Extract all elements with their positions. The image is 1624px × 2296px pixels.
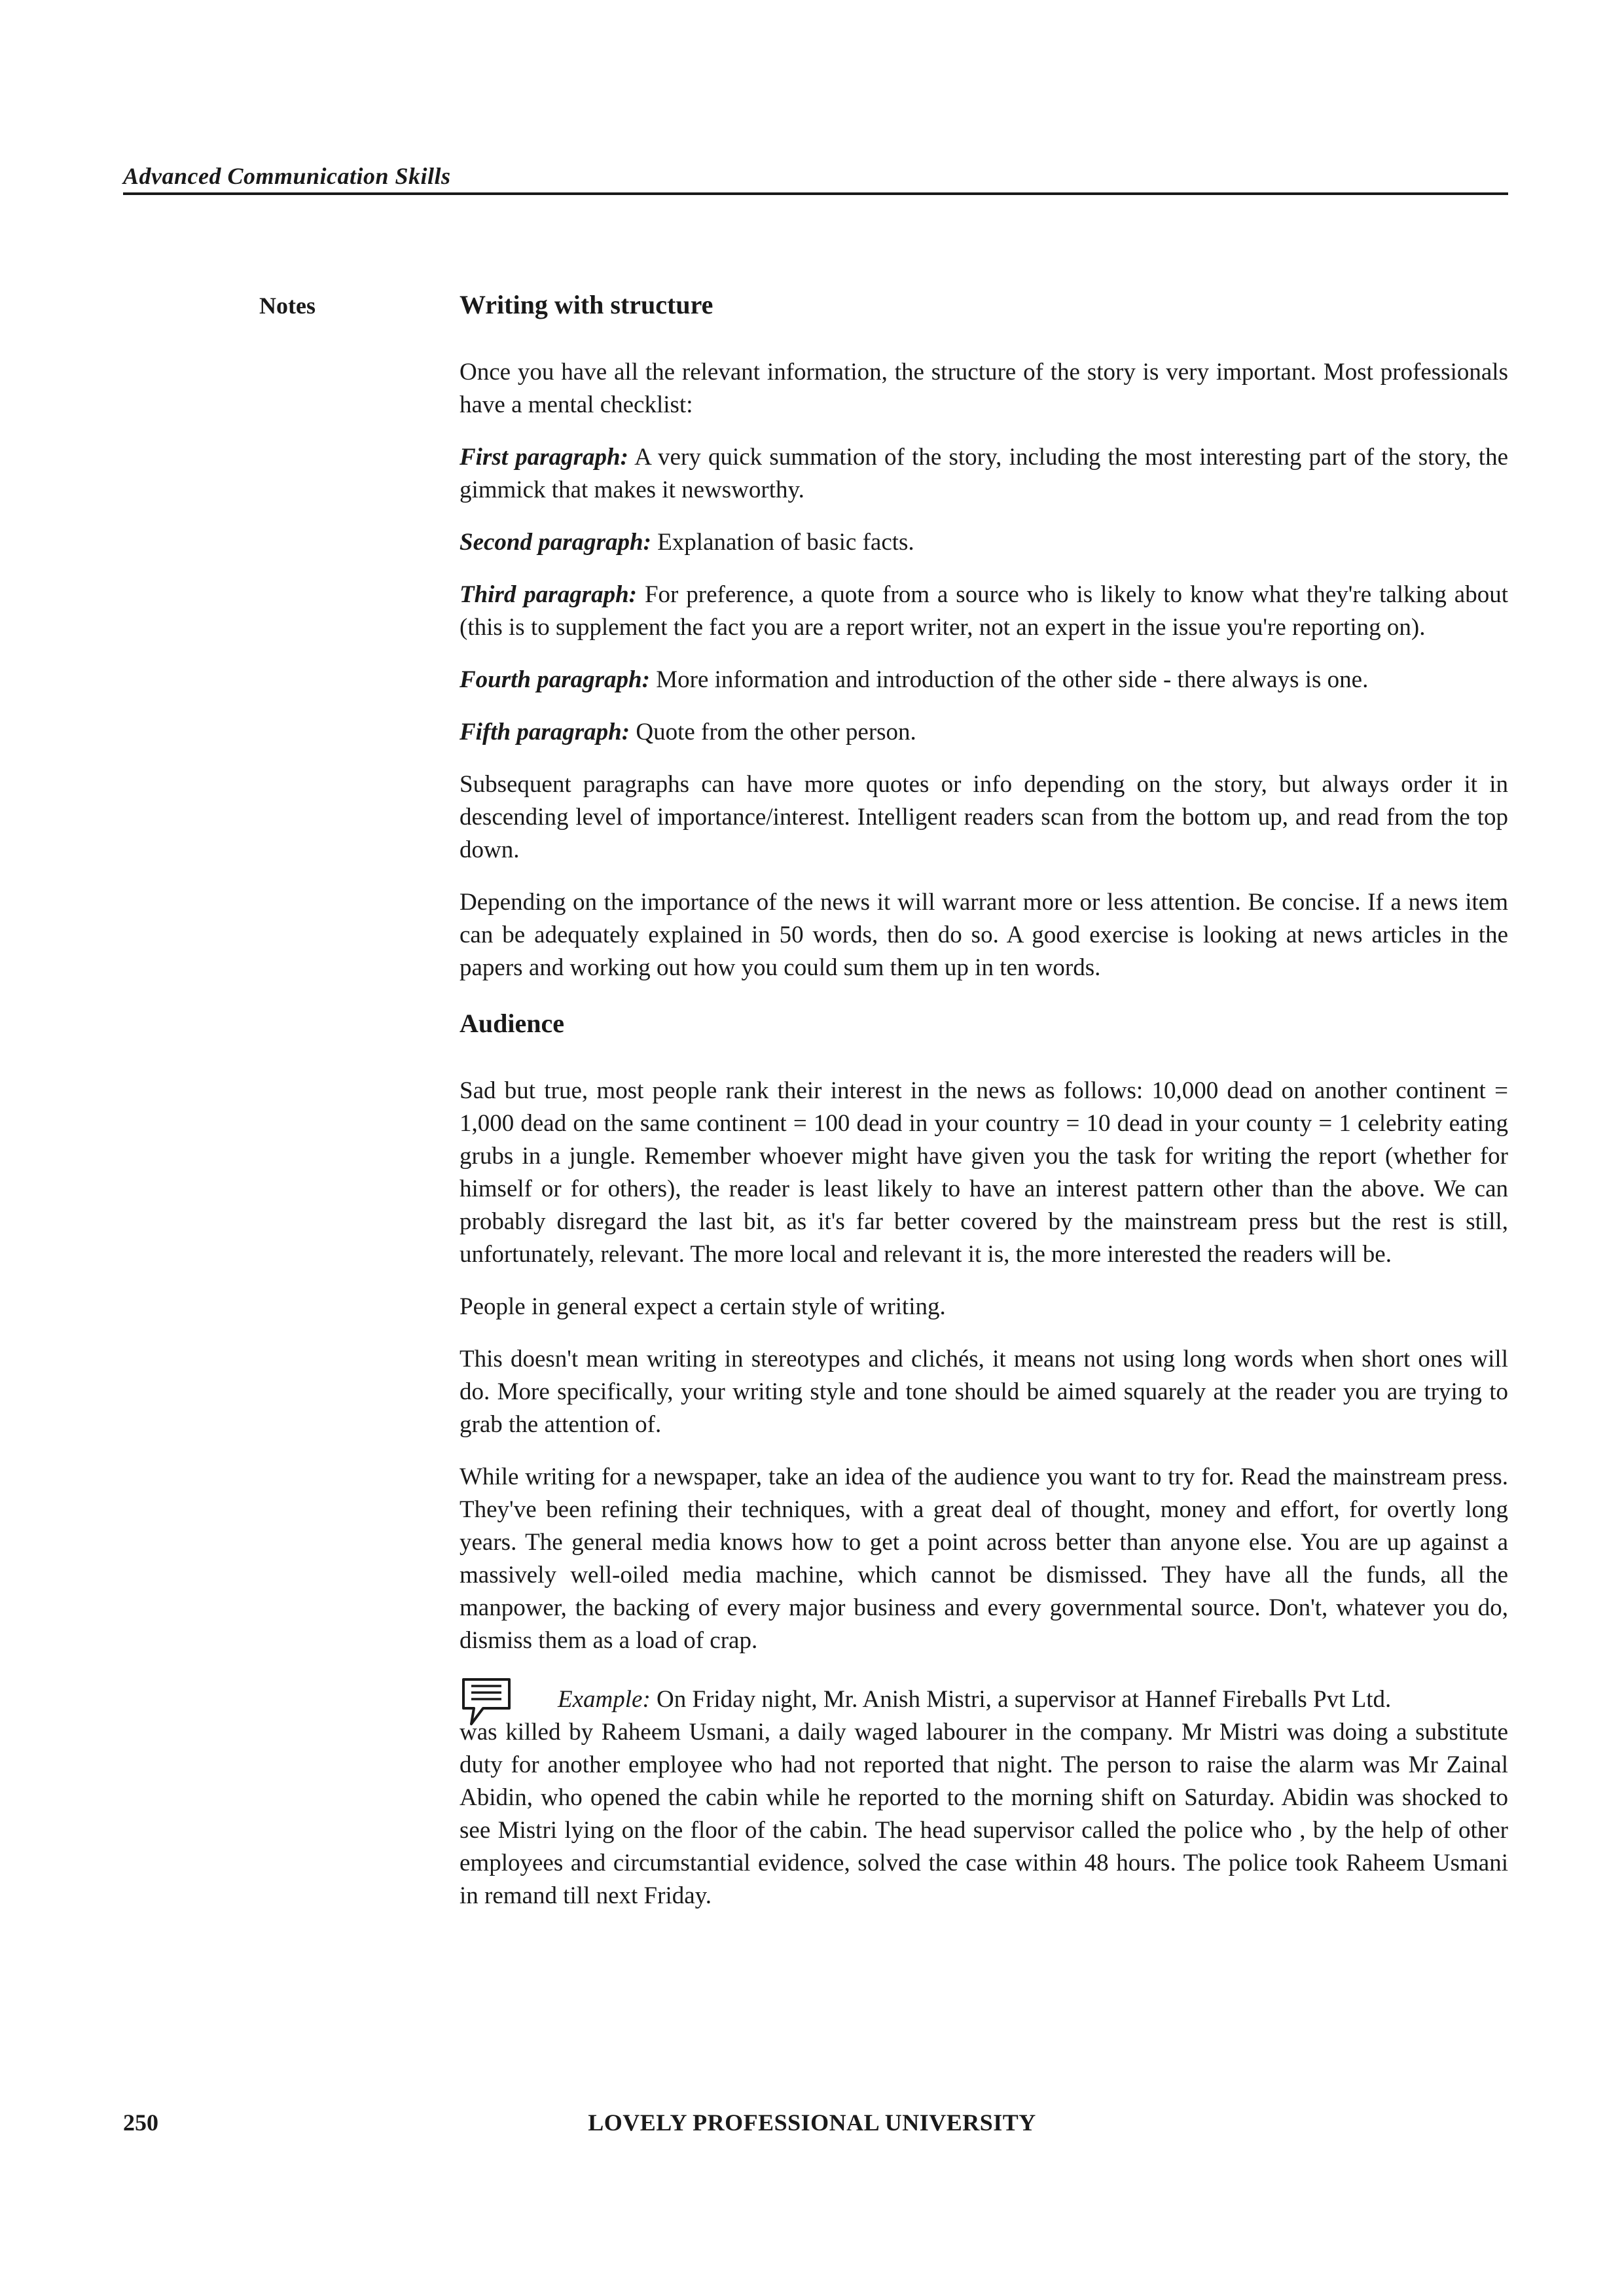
paragraph-text: Quote from the other person. [630,719,916,745]
paragraph-text: Explanation of basic facts. [651,529,914,556]
example-block [460,1683,1508,1912]
notes-icon [460,1676,513,1728]
first-paragraph-item [460,441,1508,507]
audience-paragraph-3: This doesn't mean writing in stereotypes and clichés, it means not using long words when short ones will do. More specifically, your writing style and tone should be aimed squarely at the reader you are trying to grab the attention of. [460,1346,1508,1438]
example-body: was killed by Raheem Usmani, a daily waged labourer in the company. Mr Mistri was doing a substitute duty for another employee who had not reported that night. The person to raise the alarm was Mr Zainal Abidin, who opened the cabin while he reported to the morning shift on Saturday. Abidin was shocked to see Mistri lying on the floor of the cabin. The head supervisor called the police who , by the help of other employees and circumstantial evidence, solved the case within 48 hours. The police took Raheem Usmani in remand till next Friday. [460,1719,1508,1909]
example-first-line-text: On Friday night, Mr. Anish Mistri, a supervisor at Hannef Fireballs Pvt Ltd. [650,1686,1392,1713]
paragraph-lead: Third paragraph: [460,581,637,608]
paragraph-lead: Fourth paragraph: [460,666,650,693]
audience-paragraph-4: While writing for a newspaper, take an idea of the audience you want to try for. Read the mainstream press. They've been refining their techniques, with a great deal of thought, money and effort, for overtly long years. The general media knows how to get a point across better than anyone else. You are up against a massively well-oiled media machine, which cannot be dismissed. They have all the funds, all the manpower, the backing of every major business and every governmental source. Don't, whatever you do, dismiss them as a load of crap. [460,1463,1508,1654]
main-content [460,288,1508,1912]
fifth-paragraph-item [460,716,1508,749]
section-heading-audience: Audience [460,1009,564,1038]
third-paragraph-item [460,579,1508,644]
audience-paragraph-2: People in general expect a certain style of writing. [460,1293,946,1320]
paragraph-lead: Fifth paragraph: [460,719,630,745]
section-heading-writing-with-structure: Writing with structure [460,290,713,319]
second-paragraph-item [460,526,1508,559]
footer-university: LOVELY PROFESSIONAL UNIVERSITY [588,2109,1036,2136]
paragraph-lead: Second paragraph: [460,529,651,556]
running-header-title: Advanced Communication Skills [123,163,451,189]
margin-notes-label: Notes [259,293,316,319]
example-first-line [460,1683,1508,1716]
depending-paragraph: Depending on the importance of the news it will warrant more or less attention. Be concise. If a news item can be adequately explained in 50 words, then do so. A good exercise is looking at news articles in the papers and working out how you could sum them up in ten words. [460,889,1508,981]
paragraph-lead: First paragraph: [460,444,628,471]
fourth-paragraph-item [460,664,1508,696]
paragraph-text: For preference, a quote from a source who is likely to know what they're talking about (this is to supplement the fact you are a report writer, not an expert in the issue you're reporting on). [460,581,1508,641]
intro-paragraph: Once you have all the relevant information, the structure of the story is very important. Most professionals have a mental checklist: [460,359,1508,418]
header-rule [123,192,1508,195]
audience-paragraph-1: Sad but true, most people rank their interest in the news as follows: 10,000 dead on another continent = 1,000 dead on the same continent = 100 dead in your country = 10 dead in your county = 1 celebrity eating grubs in a jungle. Remember whoever might have given you the task for writing the report (whether for himself or for others), the reader is least likely to have an interest pattern other than the above. We can probably disregard the last bit, as it's far better covered by the mainstream press but the rest is still, unfortunately, relevant. The more local and relevant it is, the more interested the readers will be. [460,1077,1508,1268]
page-number: 250 [123,2109,158,2136]
paragraph-text: More information and introduction of the other side - there always is one. [649,666,1369,693]
example-lead: Example: [558,1686,651,1713]
paragraph-text: A very quick summation of the story, including the most interesting part of the story, the gimmick that makes it newsworthy. [460,444,1508,503]
subsequent-paragraph: Subsequent paragraphs can have more quotes or info depending on the story, but always order it in descending level of importance/interest. Intelligent readers scan from the bottom up, and read from the top down. [460,771,1508,863]
